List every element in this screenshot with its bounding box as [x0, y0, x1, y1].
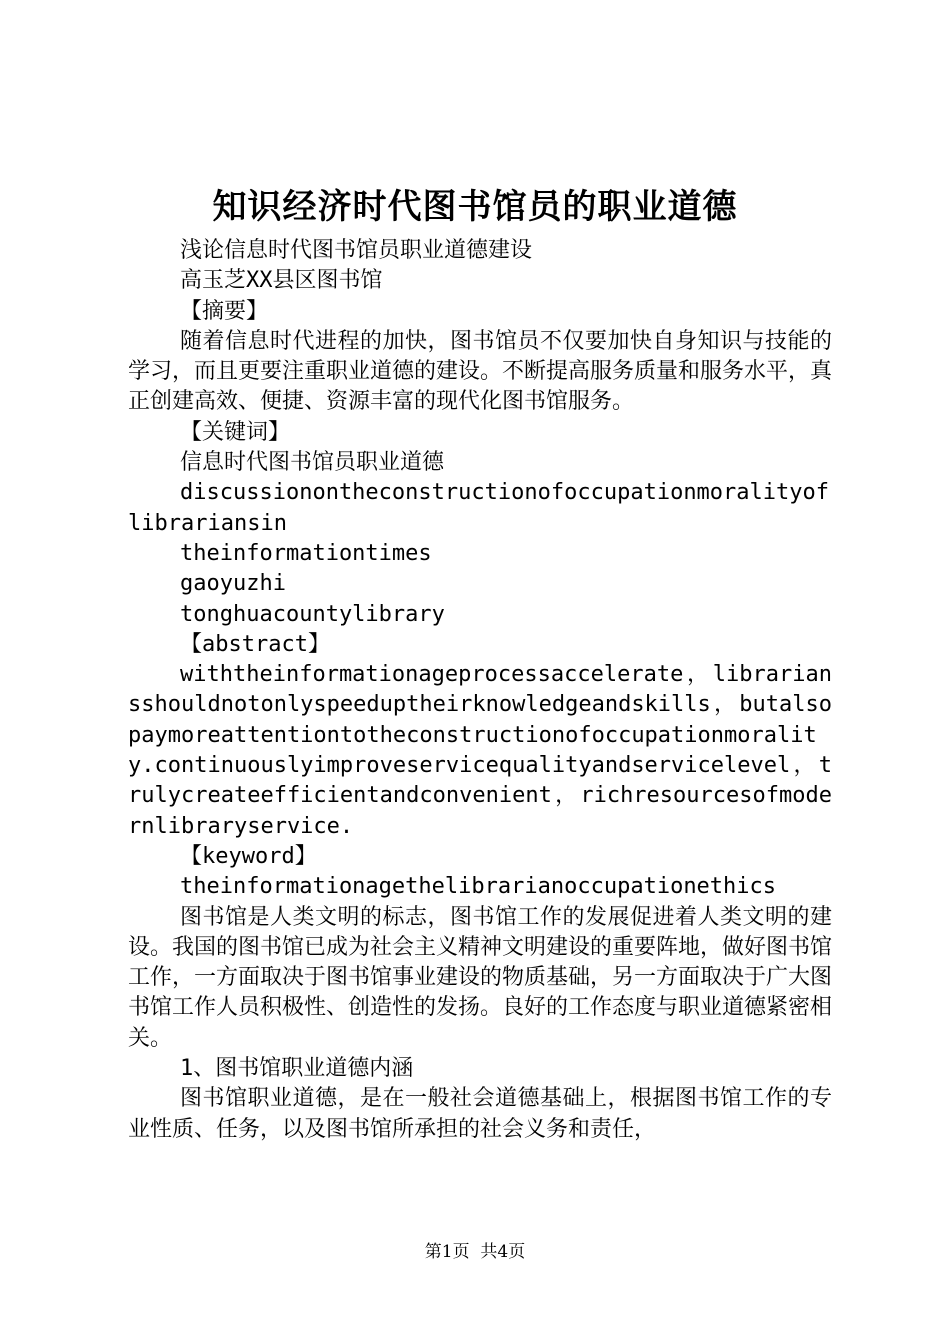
- author-line: 高玉芝XX县区图书馆: [180, 268, 383, 294]
- subtitle: 浅论信息时代图书馆员职业道德建设: [180, 238, 533, 263]
- section-paragraph: 图书馆职业道德，是在一般社会道德基础上，根据图书馆工作的专业性质、任务，以及图书馆所承担的社会义务和责任，: [128, 1086, 832, 1142]
- abstract-paragraph: 随着信息时代进程的加快，图书馆员不仅要加快自身知识与技能的学习，而且更要注重职业道德的建设。不断提高服务质量和服务水平，真正创建高效、便捷、资源丰富的现代化图书馆服务。: [128, 328, 833, 415]
- english-keywords-heading: 【keyword】: [180, 843, 317, 869]
- english-title-line-1: discussionontheconstructionofoccupationmoralityoflibrariansin: [128, 480, 830, 536]
- page-footer: [0, 1240, 950, 1264]
- document-body: [128, 236, 832, 1145]
- keywords-text: 信息时代图书馆员职业道德: [180, 450, 445, 476]
- english-abstract-heading: 【abstract】: [180, 631, 330, 657]
- english-affiliation: tonghuacountylibrary: [180, 601, 445, 627]
- document-title: 知识经济时代图书馆员的职业道德: [212, 187, 738, 227]
- english-abstract-paragraph: withtheinformationageprocessaccelerate，librariansshouldnotonlyspeeduptheirknowledgeandskills，butalsopaymoreattentiontotheconstructionofoccupationmorality.continuouslyimproveservicequalityandservicelevel，trulycreateefficientandconvenient，richresourcesofmodernlibraryservice.: [128, 662, 832, 839]
- section-heading: 1、图书馆职业道德内涵: [180, 1056, 414, 1082]
- english-author: gaoyuzhi: [180, 571, 286, 597]
- keywords-heading: 【关键词】: [180, 419, 291, 445]
- english-title-line-2: theinformationtimes: [180, 540, 432, 566]
- page-number: 第1页 共4页: [424, 1242, 526, 1262]
- abstract-heading: 【摘要】: [180, 298, 269, 324]
- english-keywords-text: theinformationagethelibrarianoccupationethics: [180, 874, 777, 900]
- intro-paragraph: 图书馆是人类文明的标志，图书馆工作的发展促进着人类文明的建设。我国的图书馆已成为社会主义精神文明建设的重要阵地，做好图书馆工作，一方面取决于图书馆事业建设的物质基础，另一方面取决于广大图书馆工作人员积极性、创造性的发扬。良好的工作态度与职业道德紧密相关。: [128, 904, 833, 1051]
